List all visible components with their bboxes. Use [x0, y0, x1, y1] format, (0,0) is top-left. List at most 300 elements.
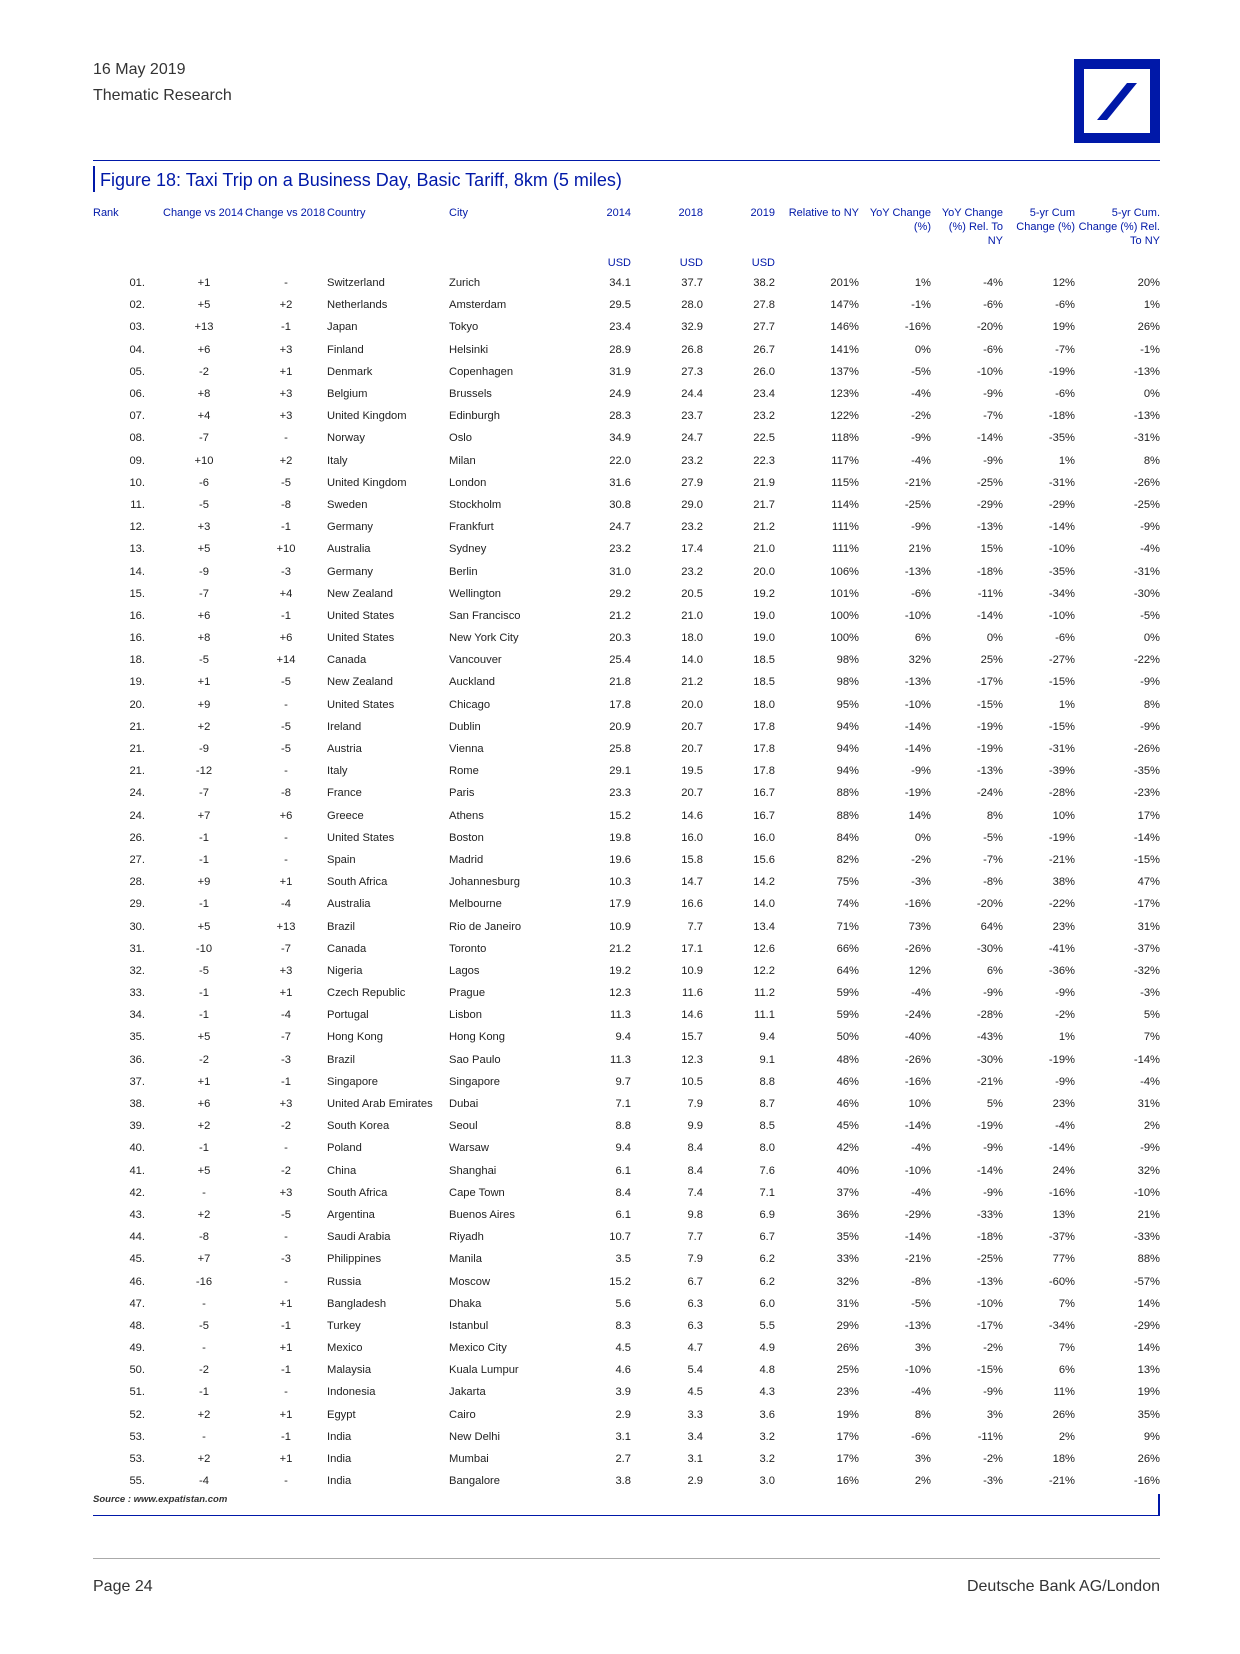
- cell-fare-2014: 19.2: [609, 964, 631, 977]
- cell-cum-5yr-rel-ny: -15%: [1133, 853, 1160, 866]
- cell-yoy-change: 2%: [914, 1475, 931, 1488]
- cell-change-vs-2014: +5: [197, 1031, 211, 1044]
- cell-yoy-change: -9%: [911, 432, 931, 445]
- cell-change-vs-2014: -1: [199, 831, 209, 844]
- cell-fare-2018: 23.7: [681, 410, 703, 423]
- cell-rank: 53.: [129, 1453, 145, 1466]
- cell-relative-to-ny: 146%: [830, 321, 859, 334]
- cell-fare-2019: 23.2: [753, 410, 775, 423]
- cell-change-vs-2014: +8: [197, 632, 211, 645]
- cell-rank: 48.: [129, 1319, 145, 1332]
- cell-relative-to-ny: 29%: [836, 1319, 859, 1332]
- cell-yoy-change: 3%: [914, 1342, 931, 1355]
- cell-cum-5yr-rel-ny: 0%: [1143, 632, 1160, 645]
- table-row: [93, 516, 1160, 538]
- cell-fare-2019: 12.6: [753, 942, 775, 955]
- cell-change-vs-2014: +1: [197, 277, 211, 290]
- cell-country: Greece: [327, 809, 364, 822]
- cell-fare-2018: 23.2: [681, 565, 703, 578]
- cell-cum-5yr-change: -9%: [1055, 987, 1075, 1000]
- cell-city: Mumbai: [449, 1453, 489, 1466]
- col-rank: Rank: [93, 207, 119, 219]
- cell-city: London: [449, 476, 487, 489]
- cell-fare-2018: 20.7: [681, 743, 703, 756]
- cell-fare-2014: 19.6: [609, 853, 631, 866]
- table-row: [93, 1160, 1160, 1182]
- cell-change-vs-2018: -3: [281, 565, 291, 578]
- cell-relative-to-ny: 111%: [832, 543, 859, 556]
- cell-fare-2018: 21.2: [681, 676, 703, 689]
- cell-cum-5yr-change: -21%: [1048, 853, 1075, 866]
- cell-fare-2019: 16.7: [753, 809, 775, 822]
- cell-change-vs-2014: +5: [197, 299, 211, 312]
- cell-yoy-change: 73%: [908, 920, 931, 933]
- cell-fare-2014: 3.5: [615, 1253, 631, 1266]
- slash-icon: [1074, 59, 1160, 143]
- cell-relative-to-ny: 50%: [836, 1031, 859, 1044]
- cell-change-vs-2014: +2: [197, 1208, 211, 1221]
- cell-change-vs-2018: +6: [279, 809, 293, 822]
- cell-yoy-rel-ny: -21%: [976, 1075, 1003, 1088]
- cell-country: Sweden: [327, 498, 368, 511]
- cell-fare-2014: 17.9: [609, 898, 631, 911]
- cell-city: Toronto: [449, 942, 487, 955]
- cell-change-vs-2018: +1: [279, 876, 293, 889]
- cell-rank: 37.: [129, 1075, 145, 1088]
- cell-change-vs-2018: -7: [281, 942, 291, 955]
- cell-change-vs-2014: +4: [197, 410, 211, 423]
- cell-relative-to-ny: 94%: [836, 720, 859, 733]
- cell-fare-2019: 8.0: [759, 1142, 775, 1155]
- table-row: [93, 760, 1160, 782]
- cell-yoy-rel-ny: -9%: [983, 1386, 1003, 1399]
- cell-yoy-change: -10%: [904, 698, 931, 711]
- cell-fare-2014: 24.7: [609, 521, 631, 534]
- cell-city: Wellington: [449, 587, 502, 600]
- cell-fare-2019: 26.7: [753, 343, 775, 356]
- cell-yoy-change: -26%: [904, 942, 931, 955]
- cell-yoy-rel-ny: -17%: [976, 676, 1003, 689]
- cell-cum-5yr-change: -2%: [1055, 1009, 1075, 1022]
- cell-fare-2019: 4.3: [759, 1386, 775, 1399]
- cell-rank: 43.: [129, 1208, 145, 1221]
- cell-change-vs-2018: -: [284, 277, 288, 290]
- cell-change-vs-2018: -: [284, 765, 288, 778]
- cell-fare-2018: 28.0: [681, 299, 703, 312]
- cell-country: Singapore: [327, 1075, 379, 1088]
- cell-rank: 49.: [129, 1342, 145, 1355]
- cell-fare-2018: 3.1: [687, 1453, 703, 1466]
- cell-change-vs-2018: +3: [279, 343, 293, 356]
- cell-city: Singapore: [449, 1075, 501, 1088]
- cell-fare-2014: 3.9: [615, 1386, 631, 1399]
- cell-yoy-rel-ny: -14%: [976, 609, 1003, 622]
- cell-relative-to-ny: 36%: [836, 1208, 859, 1221]
- col-yoy-change: YoY Change (%): [869, 207, 931, 233]
- cell-change-vs-2018: -1: [281, 1319, 291, 1332]
- cell-yoy-change: 10%: [908, 1098, 931, 1111]
- cell-rank: 30.: [129, 920, 145, 933]
- cell-fare-2019: 21.9: [753, 476, 775, 489]
- cell-relative-to-ny: 37%: [836, 1186, 859, 1199]
- cell-yoy-change: -16%: [904, 1075, 931, 1088]
- cell-change-vs-2018: -1: [281, 521, 291, 534]
- cell-city: Manila: [449, 1253, 482, 1266]
- cell-fare-2014: 9.4: [615, 1142, 631, 1155]
- table-row: [93, 782, 1160, 804]
- cell-fare-2014: 9.7: [615, 1075, 631, 1088]
- cell-country: Bangladesh: [327, 1297, 387, 1310]
- cell-relative-to-ny: 115%: [831, 476, 859, 489]
- cell-fare-2018: 5.4: [687, 1364, 703, 1377]
- cell-relative-to-ny: 31%: [836, 1297, 859, 1310]
- cell-yoy-change: -10%: [904, 1164, 931, 1177]
- cell-yoy-change: 21%: [908, 543, 931, 556]
- cell-city: Melbourne: [449, 898, 502, 911]
- cell-fare-2018: 16.6: [681, 898, 703, 911]
- cell-rank: 45.: [129, 1253, 145, 1266]
- cell-country: Brazil: [327, 920, 355, 933]
- cell-country: Turkey: [327, 1319, 361, 1332]
- cell-fare-2014: 23.4: [609, 321, 631, 334]
- cell-country: United Kingdom: [327, 410, 407, 423]
- cell-cum-5yr-change: -6%: [1055, 299, 1075, 312]
- cell-cum-5yr-change: 1%: [1058, 1031, 1075, 1044]
- cell-fare-2018: 14.6: [681, 1009, 703, 1022]
- table-row: [93, 316, 1160, 338]
- cell-change-vs-2014: +5: [197, 1164, 211, 1177]
- cell-rank: 20.: [129, 698, 145, 711]
- cell-fare-2014: 7.1: [615, 1098, 631, 1111]
- cell-change-vs-2018: +3: [279, 1098, 293, 1111]
- cell-cum-5yr-change: 77%: [1052, 1253, 1075, 1266]
- cell-city: New Delhi: [449, 1430, 500, 1443]
- cell-fare-2019: 13.4: [753, 920, 775, 933]
- table-row: [93, 849, 1160, 871]
- cell-city: Mexico City: [449, 1342, 507, 1355]
- cell-fare-2014: 25.4: [609, 654, 631, 667]
- cell-yoy-change: -14%: [904, 1231, 931, 1244]
- table-row: [93, 450, 1160, 472]
- cell-fare-2018: 10.5: [681, 1075, 703, 1088]
- cell-city: Jakarta: [449, 1386, 486, 1399]
- cell-country: United States: [327, 698, 395, 711]
- cell-yoy-rel-ny: -15%: [976, 698, 1003, 711]
- cell-city: Seoul: [449, 1120, 478, 1133]
- cell-rank: 16.: [129, 632, 145, 645]
- cell-cum-5yr-change: 38%: [1052, 876, 1075, 889]
- cell-relative-to-ny: 100%: [830, 609, 859, 622]
- cell-cum-5yr-change: 12%: [1052, 277, 1075, 290]
- cell-fare-2019: 20.0: [753, 565, 775, 578]
- cell-fare-2018: 18.0: [681, 632, 703, 645]
- cell-cum-5yr-change: -16%: [1048, 1186, 1075, 1199]
- cell-fare-2014: 12.3: [609, 987, 631, 1000]
- cell-change-vs-2014: -: [202, 1430, 206, 1443]
- cell-city: Buenos Aires: [449, 1208, 515, 1221]
- cell-rank: 08.: [129, 432, 145, 445]
- cell-relative-to-ny: 48%: [836, 1053, 859, 1066]
- cell-relative-to-ny: 17%: [836, 1430, 859, 1443]
- cell-cum-5yr-change: -27%: [1048, 654, 1075, 667]
- cell-city: Rome: [449, 765, 479, 778]
- table-row: [93, 472, 1160, 494]
- cell-rank: 11.: [130, 498, 145, 511]
- cell-country: Malaysia: [327, 1364, 372, 1377]
- cell-rank: 51.: [129, 1386, 145, 1399]
- cell-cum-5yr-rel-ny: -22%: [1133, 654, 1160, 667]
- cell-cum-5yr-rel-ny: 5%: [1143, 1009, 1160, 1022]
- cell-yoy-rel-ny: -13%: [976, 521, 1003, 534]
- cell-city: Vancouver: [449, 654, 502, 667]
- cell-fare-2014: 15.2: [609, 809, 631, 822]
- cell-city: Zurich: [449, 277, 481, 290]
- cell-rank: 41.: [129, 1164, 145, 1177]
- cell-yoy-rel-ny: -20%: [976, 321, 1003, 334]
- cell-cum-5yr-rel-ny: -3%: [1140, 987, 1160, 1000]
- cell-yoy-rel-ny: -30%: [976, 1053, 1003, 1066]
- cell-yoy-change: -19%: [904, 787, 931, 800]
- cell-change-vs-2018: -3: [281, 1053, 291, 1066]
- cell-yoy-change: -16%: [904, 321, 931, 334]
- cell-city: Edinburgh: [449, 410, 501, 423]
- cell-change-vs-2018: -4: [281, 898, 291, 911]
- cell-fare-2019: 8.7: [759, 1098, 775, 1111]
- cell-relative-to-ny: 45%: [836, 1120, 859, 1133]
- cell-city: Sao Paulo: [449, 1053, 501, 1066]
- cell-cum-5yr-change: 23%: [1052, 1098, 1075, 1111]
- cell-city: Lisbon: [449, 1009, 482, 1022]
- cell-relative-to-ny: 32%: [836, 1275, 859, 1288]
- cell-fare-2014: 4.6: [615, 1364, 631, 1377]
- cell-relative-to-ny: 95%: [836, 698, 859, 711]
- cell-yoy-rel-ny: -3%: [983, 1475, 1003, 1488]
- cell-fare-2014: 2.9: [615, 1408, 631, 1421]
- cell-change-vs-2018: +3: [279, 964, 293, 977]
- cell-yoy-rel-ny: -17%: [976, 1319, 1003, 1332]
- cell-fare-2018: 21.0: [681, 609, 703, 622]
- cell-rank: 27.: [129, 853, 145, 866]
- cell-change-vs-2018: +4: [279, 587, 293, 600]
- cell-fare-2018: 9.8: [687, 1208, 703, 1221]
- cell-yoy-rel-ny: -25%: [976, 476, 1003, 489]
- cell-yoy-rel-ny: -9%: [983, 987, 1003, 1000]
- cell-city: Tokyo: [449, 321, 479, 334]
- cell-change-vs-2018: -: [284, 831, 288, 844]
- cell-fare-2018: 3.4: [687, 1430, 703, 1443]
- cell-fare-2014: 19.8: [609, 831, 631, 844]
- cell-country: United States: [327, 831, 395, 844]
- cell-cum-5yr-change: -15%: [1048, 720, 1075, 733]
- cell-cum-5yr-rel-ny: 8%: [1143, 698, 1160, 711]
- cell-yoy-rel-ny: 64%: [980, 920, 1003, 933]
- cell-yoy-change: 0%: [914, 343, 931, 356]
- cell-cum-5yr-change: -34%: [1048, 1319, 1075, 1332]
- table-row: [93, 560, 1160, 582]
- cell-fare-2019: 3.2: [759, 1430, 775, 1443]
- cell-relative-to-ny: 88%: [836, 787, 859, 800]
- cell-fare-2019: 21.7: [753, 498, 775, 511]
- cell-fare-2018: 17.1: [681, 942, 703, 955]
- cell-cum-5yr-rel-ny: -13%: [1133, 410, 1160, 423]
- cell-fare-2019: 8.8: [759, 1075, 775, 1088]
- cell-rank: 01.: [129, 277, 145, 290]
- cell-relative-to-ny: 40%: [836, 1164, 859, 1177]
- cell-change-vs-2018: +3: [279, 410, 293, 423]
- cell-country: United States: [327, 609, 395, 622]
- cell-fare-2018: 8.4: [687, 1164, 703, 1177]
- cell-relative-to-ny: 137%: [830, 365, 859, 378]
- cell-city: Prague: [449, 987, 486, 1000]
- cell-city: Rio de Janeiro: [449, 920, 522, 933]
- cell-country: New Zealand: [327, 676, 393, 689]
- cell-city: Warsaw: [449, 1142, 489, 1155]
- cell-country: Spain: [327, 853, 356, 866]
- cell-yoy-change: -26%: [904, 1053, 931, 1066]
- cell-rank: 21.: [129, 720, 145, 733]
- cell-rank: 24.: [129, 809, 145, 822]
- cell-yoy-change: -40%: [904, 1031, 931, 1044]
- cell-yoy-rel-ny: -13%: [976, 765, 1003, 778]
- cell-change-vs-2018: +6: [279, 632, 293, 645]
- cell-yoy-rel-ny: -9%: [983, 1142, 1003, 1155]
- cell-yoy-change: -10%: [904, 609, 931, 622]
- cell-yoy-rel-ny: -29%: [976, 498, 1003, 511]
- cell-cum-5yr-change: 23%: [1052, 920, 1075, 933]
- cell-change-vs-2014: +3: [197, 521, 211, 534]
- cell-yoy-change: -29%: [904, 1208, 931, 1221]
- cell-yoy-change: -14%: [904, 720, 931, 733]
- cell-fare-2018: 6.7: [687, 1275, 703, 1288]
- cell-cum-5yr-change: 1%: [1058, 698, 1075, 711]
- cell-relative-to-ny: 64%: [836, 964, 859, 977]
- cell-cum-5yr-rel-ny: -57%: [1133, 1275, 1160, 1288]
- cell-relative-to-ny: 17%: [836, 1453, 859, 1466]
- cell-change-vs-2014: -5: [199, 498, 209, 511]
- cell-change-vs-2018: +3: [279, 388, 293, 401]
- cell-cum-5yr-rel-ny: 7%: [1143, 1031, 1160, 1044]
- source-note: Source : www.expatistan.com: [93, 1494, 228, 1505]
- cell-change-vs-2018: -2: [281, 1120, 291, 1133]
- cell-fare-2019: 27.8: [753, 299, 775, 312]
- cell-fare-2014: 25.8: [609, 743, 631, 756]
- cell-country: Brazil: [327, 1053, 355, 1066]
- cell-cum-5yr-rel-ny: -9%: [1140, 676, 1160, 689]
- unit-2014: USD: [607, 257, 631, 269]
- cell-cum-5yr-rel-ny: -13%: [1133, 365, 1160, 378]
- table-row: [93, 294, 1160, 316]
- cell-yoy-change: -14%: [904, 743, 931, 756]
- table-row: [93, 716, 1160, 738]
- source-rule: [93, 1515, 1160, 1516]
- cell-fare-2014: 28.3: [609, 410, 631, 423]
- cell-cum-5yr-change: -31%: [1048, 476, 1075, 489]
- cell-yoy-change: -2%: [911, 853, 931, 866]
- cell-change-vs-2014: -: [202, 1342, 206, 1355]
- cell-change-vs-2018: -: [284, 853, 288, 866]
- cell-yoy-rel-ny: 3%: [986, 1408, 1003, 1421]
- cell-rank: 46.: [129, 1275, 145, 1288]
- cell-cum-5yr-change: 18%: [1052, 1453, 1075, 1466]
- cell-fare-2014: 34.9: [609, 432, 631, 445]
- cell-fare-2019: 14.0: [753, 898, 775, 911]
- cell-fare-2014: 29.2: [609, 587, 631, 600]
- cell-relative-to-ny: 98%: [836, 676, 859, 689]
- cell-fare-2014: 6.1: [615, 1208, 631, 1221]
- table-row: [93, 1026, 1160, 1048]
- cell-fare-2018: 4.5: [687, 1386, 703, 1399]
- table-row: [93, 982, 1160, 1004]
- cell-cum-5yr-change: 6%: [1058, 1364, 1075, 1377]
- cell-yoy-rel-ny: 15%: [980, 543, 1003, 556]
- cell-rank: 39.: [129, 1120, 145, 1133]
- cell-fare-2014: 4.5: [615, 1342, 631, 1355]
- table-row: [93, 1226, 1160, 1248]
- cell-change-vs-2014: -7: [199, 432, 209, 445]
- cell-country: Philippines: [327, 1253, 382, 1266]
- cell-fare-2018: 3.3: [687, 1408, 703, 1421]
- cell-country: Italy: [327, 765, 348, 778]
- cell-cum-5yr-change: -35%: [1048, 432, 1075, 445]
- cell-fare-2019: 19.0: [753, 609, 775, 622]
- cell-cum-5yr-rel-ny: -4%: [1140, 1075, 1160, 1088]
- cell-rank: 44.: [129, 1231, 145, 1244]
- cell-relative-to-ny: 46%: [836, 1075, 859, 1088]
- cell-change-vs-2018: +1: [279, 1342, 293, 1355]
- cell-rank: 04.: [129, 343, 145, 356]
- table-row: [93, 1426, 1160, 1448]
- col-country: Country: [327, 207, 366, 219]
- cell-fare-2018: 24.7: [681, 432, 703, 445]
- cell-fare-2019: 6.2: [759, 1253, 775, 1266]
- cell-cum-5yr-change: 24%: [1052, 1164, 1075, 1177]
- cell-fare-2014: 24.9: [609, 388, 631, 401]
- cell-rank: 52.: [129, 1408, 145, 1421]
- cell-fare-2014: 20.3: [609, 632, 631, 645]
- cell-city: Dublin: [449, 720, 481, 733]
- table-row: [93, 583, 1160, 605]
- cell-yoy-rel-ny: -10%: [976, 365, 1003, 378]
- cell-country: Hong Kong: [327, 1031, 383, 1044]
- table-row: [93, 361, 1160, 383]
- cell-yoy-change: -13%: [904, 1319, 931, 1332]
- table-row: [93, 871, 1160, 893]
- cell-yoy-rel-ny: -11%: [977, 1430, 1003, 1443]
- cell-change-vs-2018: -: [284, 1142, 288, 1155]
- col-change-vs-2018: Change vs 2018: [245, 207, 326, 219]
- cell-yoy-rel-ny: -20%: [976, 898, 1003, 911]
- cell-yoy-change: -4%: [911, 1142, 931, 1155]
- cell-change-vs-2014: -2: [199, 365, 209, 378]
- cell-cum-5yr-rel-ny: -17%: [1133, 898, 1160, 911]
- table-row: [93, 538, 1160, 560]
- col-yoy-rel-ny: YoY Change (%) Rel. To NY: [941, 207, 1003, 247]
- cell-fare-2014: 21.2: [609, 609, 631, 622]
- cell-fare-2019: 23.4: [753, 388, 775, 401]
- table-row: [93, 272, 1160, 294]
- cell-rank: 09.: [129, 454, 145, 467]
- figure-top-rule: [93, 160, 1160, 161]
- cell-city: Amsterdam: [449, 299, 507, 312]
- col-change-vs-2014: Change vs 2014: [163, 207, 244, 219]
- cell-change-vs-2014: +2: [197, 720, 211, 733]
- cell-cum-5yr-rel-ny: 2%: [1143, 1120, 1160, 1133]
- cell-fare-2014: 10.9: [609, 920, 631, 933]
- col-2019: 2019: [750, 207, 775, 219]
- cell-cum-5yr-rel-ny: 35%: [1137, 1408, 1160, 1421]
- cell-cum-5yr-change: 2%: [1058, 1430, 1075, 1443]
- cell-rank: 50.: [129, 1364, 145, 1377]
